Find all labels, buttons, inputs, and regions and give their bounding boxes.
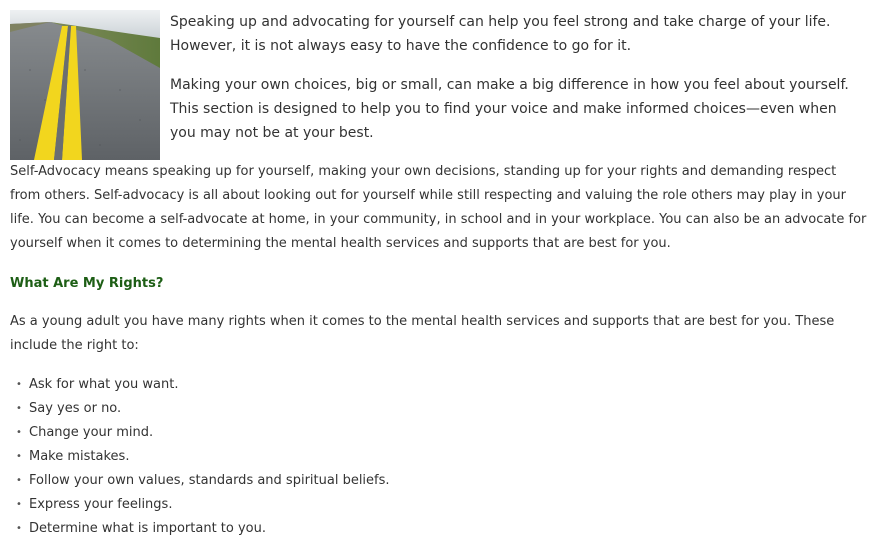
rights-heading: What Are My Rights?: [10, 276, 164, 291]
bullet-icon: •: [16, 451, 22, 462]
list-item: [10, 421, 390, 445]
bullet-icon: •: [16, 523, 22, 534]
road-photo-icon: [10, 10, 160, 160]
list-item: [10, 469, 390, 493]
self-advocacy-paragraph: Self-Advocacy means speaking up for yourself, making your own decisions, standing up for your rights and demanding respect from others. Self-advocacy is all about looking out for yourself while still respecting and valuing the role others may play in your life. You can become a self-advocate at home, in your community, in school and in your workplace. You can also be an advocate for yourself when it comes to determining the mental health services and supports that are best for you.: [10, 164, 867, 251]
intro-paragraph-1: Speaking up and advocating for yourself can help you feel strong and take charge of your life. However, it is not always easy to have the confidence to go for it.: [170, 14, 831, 54]
self-advocacy-text: [10, 160, 870, 256]
list-item: [10, 445, 390, 469]
intro-paragraph-2: Making your own choices, big or small, can make a big difference in how you feel about yourself. This section is designed to help you to find your voice and make informed choices—even when you may not be at your best.: [170, 77, 849, 141]
list-item: [10, 493, 390, 517]
list-item-text: Say yes or no.: [29, 401, 122, 416]
list-item-text: Express your feelings.: [29, 497, 173, 512]
road-photo: [10, 10, 160, 160]
rights-list: [10, 373, 390, 541]
bullet-icon: •: [16, 427, 22, 438]
bullet-icon: •: [16, 379, 22, 390]
rights-intro-paragraph: As a young adult you have many rights when it comes to the mental health services and supports that are best for you. These include the right to:: [10, 314, 835, 353]
list-item-text: Determine what is important to you.: [29, 521, 267, 536]
bullet-icon: •: [16, 475, 22, 486]
list-item-text: Ask for what you want.: [29, 377, 179, 392]
list-item-text: Change your mind.: [29, 425, 154, 440]
bullet-icon: •: [16, 403, 22, 414]
intro-text: [170, 10, 860, 160]
list-item: [10, 373, 390, 397]
list-item: [10, 397, 390, 421]
list-item-text: Make mistakes.: [29, 449, 130, 464]
list-item: [10, 517, 390, 541]
bullet-icon: •: [16, 499, 22, 510]
list-item-text: Follow your own values, standards and spiritual beliefs.: [29, 473, 390, 488]
